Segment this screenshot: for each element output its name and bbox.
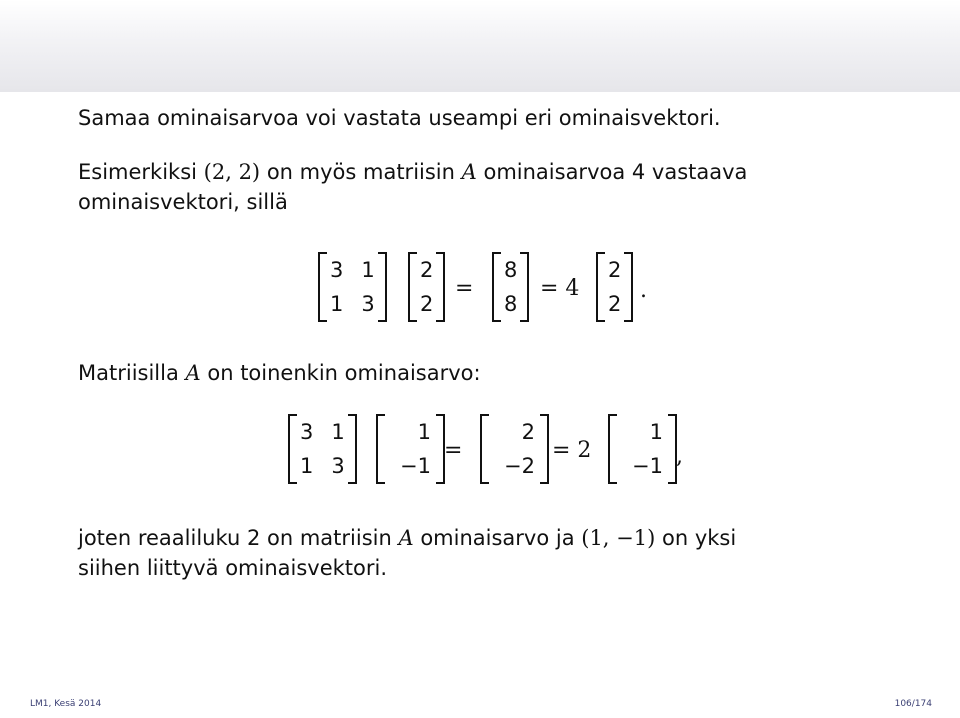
eq2-v1: 1 [417, 420, 431, 444]
eq2-m12: 1 [331, 420, 345, 444]
eq2-r1: 2 [521, 420, 535, 444]
eq1-result [492, 252, 529, 322]
p4-text-3: on yksi [655, 526, 737, 550]
eq2-s2: −1 [632, 454, 663, 478]
p4-line-2: siihen liittyvä ominaisvektori. [78, 556, 388, 580]
paragraph-3 [78, 358, 481, 388]
eq2-comma: , [676, 444, 683, 469]
p2-line-2: ominaisvektori, sillä [78, 190, 288, 214]
eq2-m22: 3 [331, 454, 345, 478]
eq2-result [480, 414, 549, 484]
eq2-v2: −1 [400, 454, 431, 478]
p4-text-1: joten reaaliluku 2 on matriisin [78, 526, 399, 550]
p4-vector: (1, −1) [581, 526, 656, 550]
title-bar [0, 0, 960, 92]
p3-text-1: Matriisilla [78, 361, 186, 385]
eq2-equals: = [444, 438, 463, 463]
footer-page-number: 106/174 [894, 699, 932, 709]
eq1-matrix [318, 252, 387, 322]
eq2-r2: −2 [504, 454, 535, 478]
p2-text-1: Esimerkiksi [78, 160, 204, 184]
eq1-m22: 3 [361, 292, 375, 316]
eq1-equals-scalar: = 4 [540, 276, 580, 301]
footer-course: LM1, Kesä 2014 [30, 699, 102, 709]
p2-text-3: ominaisarvoa 4 vastaava [476, 160, 748, 184]
eq1-m12: 1 [361, 258, 375, 282]
eq2-matrix [288, 414, 357, 484]
eq2-scaled-vector [608, 414, 677, 484]
eq1-scaled-vector [596, 252, 633, 322]
p4-text-2: ominaisarvo ja [413, 526, 582, 550]
p4-matrix-symbol: A [398, 526, 414, 550]
eq2-m11: 3 [300, 420, 314, 444]
paragraph-1: Samaa ominaisarvoa voi vastata useampi eri ominaisvektori. [78, 106, 721, 130]
eq1-period: . [640, 278, 647, 303]
paragraph-2 [78, 157, 747, 217]
eq1-v1: 2 [420, 258, 434, 282]
eq1-equals: = [455, 276, 474, 301]
p2-matrix-symbol: A [461, 160, 477, 184]
p3-text-2: on toinenkin ominaisarvo: [200, 361, 481, 385]
p3-matrix-symbol: A [185, 361, 201, 385]
eq1-v2: 2 [420, 292, 434, 316]
p2-text-2: on myös matriisin [260, 160, 462, 184]
eq2-equals-scalar: = 2 [552, 438, 592, 463]
p2-vector: (2, 2) [203, 160, 261, 184]
eq2-vector [376, 414, 445, 484]
eq1-r1: 8 [504, 258, 518, 282]
eq1-s1: 2 [608, 258, 622, 282]
eq1-m11: 3 [330, 258, 344, 282]
paragraph-4 [78, 523, 736, 583]
eq1-vector [408, 252, 445, 322]
eq1-r2: 8 [504, 292, 518, 316]
eq2-s1: 1 [649, 420, 663, 444]
eq1-m21: 1 [330, 292, 344, 316]
eq1-s2: 2 [608, 292, 622, 316]
eq2-m21: 1 [300, 454, 314, 478]
